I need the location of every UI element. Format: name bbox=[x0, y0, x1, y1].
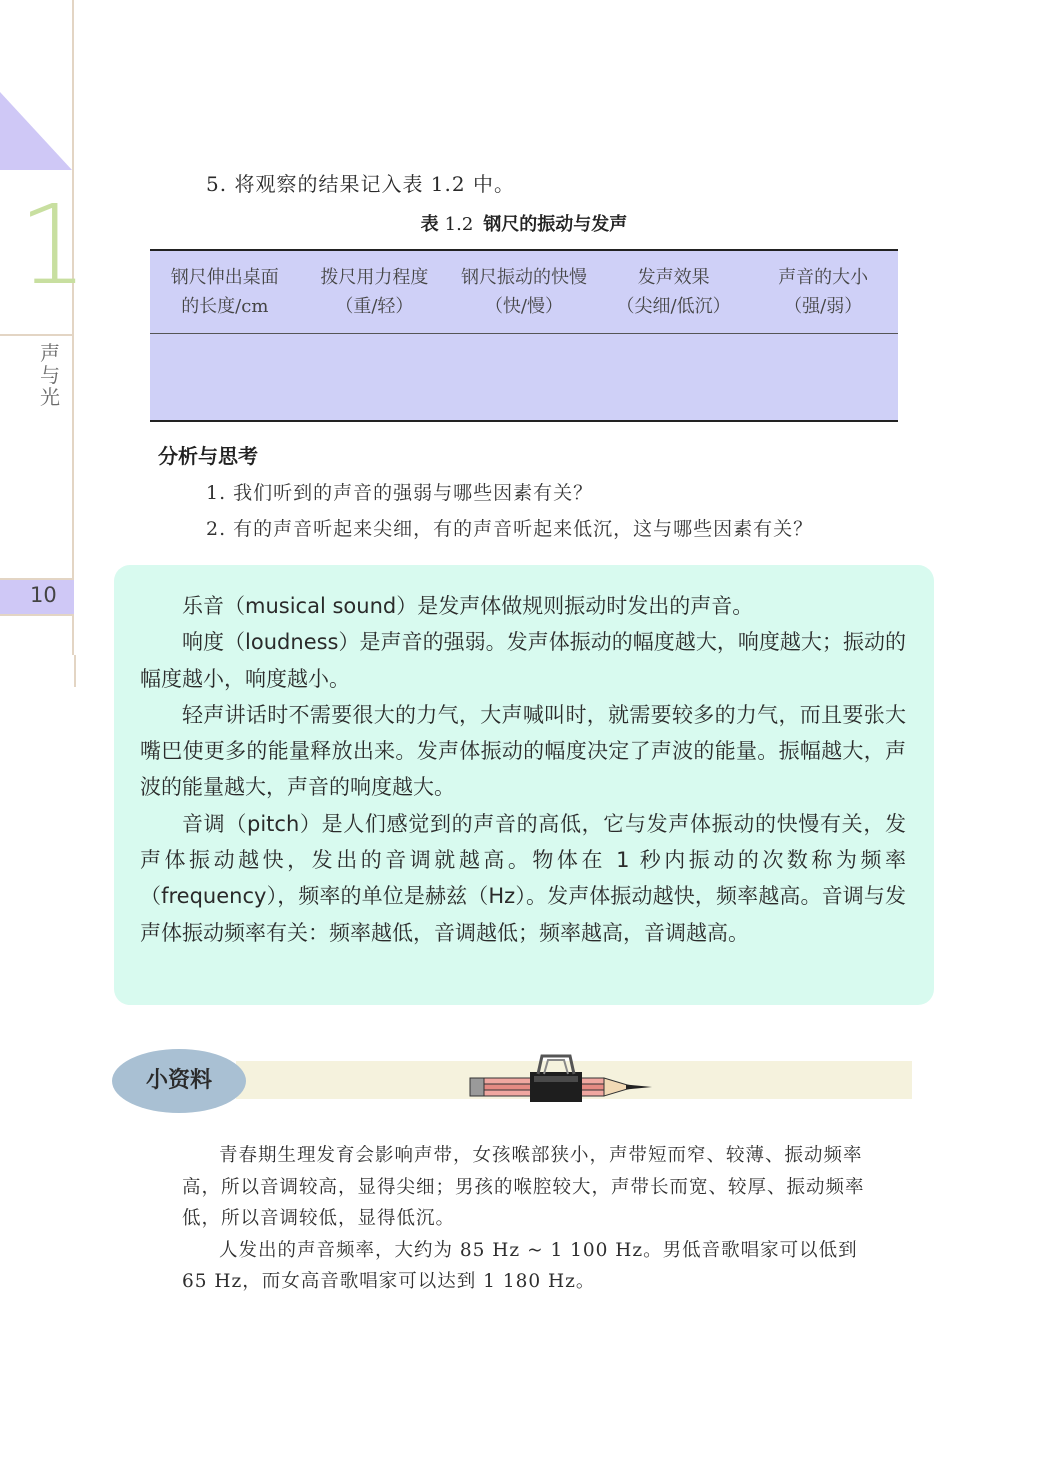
concept-paragraph: 乐音（musical sound）是发声体做规则振动时发出的声音。 bbox=[182, 594, 754, 618]
table-cell bbox=[748, 334, 898, 422]
chapter-divider bbox=[0, 334, 74, 336]
table-header-cell: 声音的大小 （强/弱） bbox=[748, 250, 898, 334]
page-number: 10 bbox=[30, 583, 57, 607]
concept-text bbox=[140, 588, 906, 951]
chapter-title: 声与光 bbox=[40, 341, 60, 409]
table-header-cell: 发声效果 （尖细/低沉） bbox=[599, 250, 749, 334]
info-paragraph: 人发出的声音频率，大约为 85 Hz ~ 1 100 Hz。男低音歌唱家可以低到 65 Hz，而女高音歌唱家可以达到 1 180 Hz。 bbox=[182, 1239, 858, 1292]
sidebar-rule bbox=[72, 0, 74, 655]
table-header-cell: 钢尺伸出桌面 的长度/cm bbox=[150, 250, 300, 334]
analysis-heading: 分析与思考 bbox=[158, 444, 258, 468]
chapter-number: 1 bbox=[18, 181, 88, 309]
table-header-cell: 钢尺振动的快慢 （快/慢） bbox=[449, 250, 599, 334]
table-caption-title: 钢尺的振动与发声 bbox=[483, 214, 628, 235]
concept-paragraph: 音调（pitch）是人们感觉到的声音的高低，它与发声体振动的快慢有关，发声体振动越快，发出的音调就越高。物体在 1 秒内振动的次数称为频率（frequency），频率的单位是赫兹（Hz）。发声体振动越快，频率越高。音调与发声体振动频率有关：频率越低，音调越低；频率越高，音调越高。 bbox=[140, 811, 906, 945]
sidebar-notch bbox=[0, 655, 76, 687]
concept-paragraph: 轻声讲话时不需要很大的力气，大声喊叫时，就需要较多的力气，而且要张大嘴巴使更多的能量释放出来。发声体振动的幅度决定了声波的能量。振幅越大，声波的能量越大，声音的响度越大。 bbox=[140, 702, 906, 800]
info-paragraph: 青春期生理发育会影响声带，女孩喉部狭小，声带短而窄、较薄、振动频率高，所以音调较高，显得尖细；男孩的喉腔较大，声带长而宽、较厚、振动频率低，所以音调较低，显得低沉。 bbox=[182, 1145, 865, 1229]
table-row bbox=[150, 334, 898, 422]
table-cell bbox=[449, 334, 599, 422]
table-caption bbox=[0, 210, 1048, 236]
table-cell bbox=[599, 334, 749, 422]
table-cell bbox=[150, 334, 300, 422]
table-caption-number: 1.2 bbox=[444, 214, 474, 235]
concept-paragraph: 响度（loudness）是声音的强弱。发声体振动的幅度越大，响度越大；振动的幅度越小，响度越小。 bbox=[140, 630, 906, 691]
table-header-row bbox=[150, 250, 898, 334]
info-text bbox=[182, 1140, 872, 1298]
info-label: 小资料 bbox=[145, 1068, 212, 1093]
analysis-question: 1. 我们听到的声音的强弱与哪些因素有关？ bbox=[206, 482, 594, 504]
observation-table bbox=[150, 249, 898, 422]
step-instruction: 5. 将观察的结果记入表 1.2 中。 bbox=[206, 172, 515, 196]
table-cell bbox=[300, 334, 450, 422]
pencil-clip-icon bbox=[464, 1052, 658, 1112]
table-caption-prefix: 表 bbox=[420, 214, 439, 235]
analysis-question: 2. 有的声音听起来尖细，有的声音听起来低沉，这与哪些因素有关？ bbox=[206, 518, 814, 540]
table-header-cell: 拨尺用力程度 （重/轻） bbox=[300, 250, 450, 334]
corner-decoration bbox=[0, 92, 72, 170]
